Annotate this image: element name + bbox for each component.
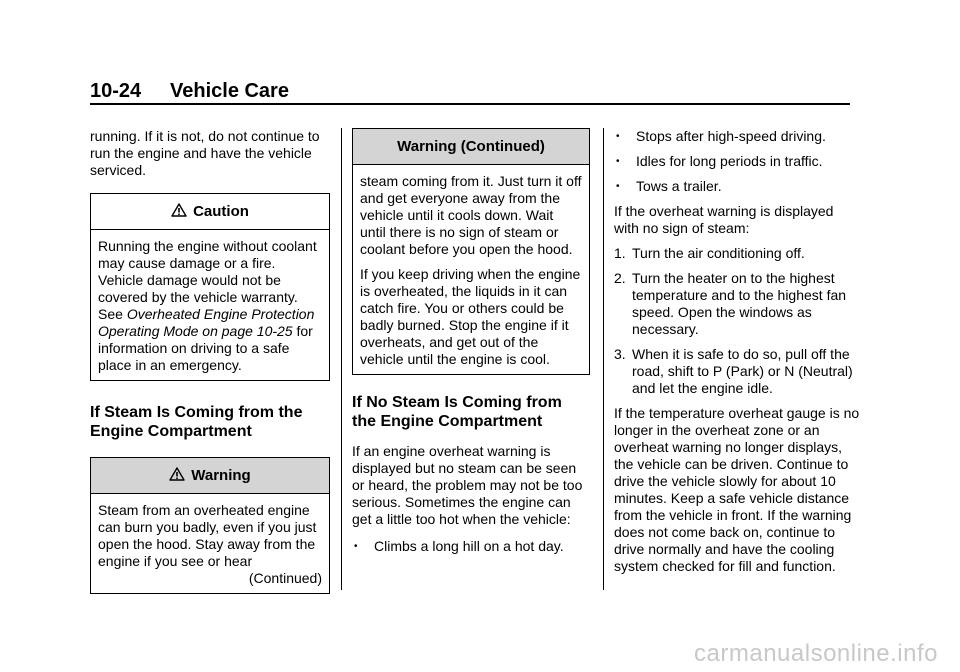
warning-body (91, 494, 329, 593)
list-item (352, 538, 590, 555)
gauge-paragraph: If the temperature overheat gauge is no longer in the overheat zone or an overheat warning no longer displays, the vehicle can be driven. Continue to drive the vehicle slowly for about 10 minutes. Keep a safe vehicle distance from the vehicle in front. If the warning does not come back on, continue to drive normally and have the cooling system checked for fill and function. (614, 405, 860, 574)
caution-text-end: for information on driving to a safe place in an emergency. (98, 323, 313, 373)
warning-continued-header: Warning (Continued) (353, 129, 589, 165)
list-item (614, 128, 860, 145)
step-number: 3. (614, 346, 626, 362)
warning-continued-para-2: If you keep driving when the engine is overheated, the liquids in it can catch fire. You or others could be badly burned. Stop the engine if it overheats, and get out of the vehicle until the engine is cool. (360, 266, 581, 367)
warning-text: Steam from an overheated engine can burn you badly, even if you just open the hood. Stay away from the engine if you see or hear (98, 502, 317, 569)
caution-box (90, 193, 330, 381)
bullet-glyph: • (616, 131, 620, 142)
intro-paragraph: running. If it is not, do not continue to run the engine and have the vehicle serviced. (90, 128, 320, 178)
column-3 (614, 128, 860, 583)
section-heading-steam: If Steam Is Coming from the Engine Compartment (90, 404, 303, 440)
header-rule (90, 103, 850, 105)
warning-triangle-icon (169, 467, 185, 481)
bullet-text: Climbs a long hill on a hot day. (374, 538, 564, 554)
step-text: When it is safe to do so, pull off the road, shift to P (Park) or N (Neutral) and let the engine idle. (632, 346, 853, 396)
cross-reference-link[interactable]: Overheated Engine Protection Operating Mode on page 10-25 (98, 306, 315, 339)
caution-text: Running the engine without coolant may cause damage or a fire. Vehicle damage would not be covered by the vehicle warranty. See (98, 238, 317, 322)
caution-title: Caution (193, 203, 249, 220)
list-item (614, 153, 860, 170)
page-number: 10-24 (90, 80, 142, 102)
column-1 (90, 128, 330, 594)
bullet-glyph: • (616, 156, 620, 167)
column-2 (352, 128, 590, 563)
bullet-text: Stops after high-speed driving. (636, 128, 826, 144)
bullet-text: Tows a trailer. (636, 178, 722, 194)
bullet-glyph: • (616, 181, 620, 192)
step-item (614, 346, 860, 397)
bullet-text: Idles for long periods in traffic. (636, 153, 823, 169)
continued-label: (Continued) (248, 570, 322, 586)
watermark: carmanualsonline.info (694, 640, 938, 667)
section-heading-no-steam: If No Steam Is Coming from the Engine Compartment (352, 394, 562, 430)
step-item (614, 245, 860, 262)
step-number: 1. (614, 245, 626, 261)
list-item (614, 178, 860, 195)
section-title: Vehicle Care (170, 80, 289, 102)
caution-body (91, 230, 329, 380)
page-header (90, 80, 289, 103)
column-divider-1 (341, 128, 342, 590)
step-text: Turn the air conditioning off. (632, 245, 805, 261)
bullet-glyph: • (354, 541, 358, 552)
warning-continued-box (352, 128, 590, 375)
caution-header (91, 194, 329, 230)
warning-header (91, 458, 329, 494)
overheat-paragraph: If the overheat warning is displayed with no sign of steam: (614, 203, 834, 236)
step-number: 2. (614, 270, 626, 286)
warning-continued-body (353, 165, 589, 374)
no-steam-paragraph: If an engine overheat warning is displayed but no steam can be seen or heard, the problem may not be too serious. Sometimes the engine can get a little too hot when the vehicle: (352, 443, 583, 527)
warning-box (90, 457, 330, 594)
warning-title: Warning (191, 467, 251, 484)
warning-continued-para-1: steam coming from it. Just turn it off and get everyone away from the vehicle until it cools down. Wait until there is no sign of steam or coolant before you open the hood. (360, 173, 582, 257)
warning-triangle-icon (171, 203, 187, 217)
column-divider-2 (603, 128, 604, 590)
step-text: Turn the heater on to the highest temperature and to the highest fan speed. Open the windows as necessary. (632, 270, 847, 337)
step-item (614, 270, 860, 338)
